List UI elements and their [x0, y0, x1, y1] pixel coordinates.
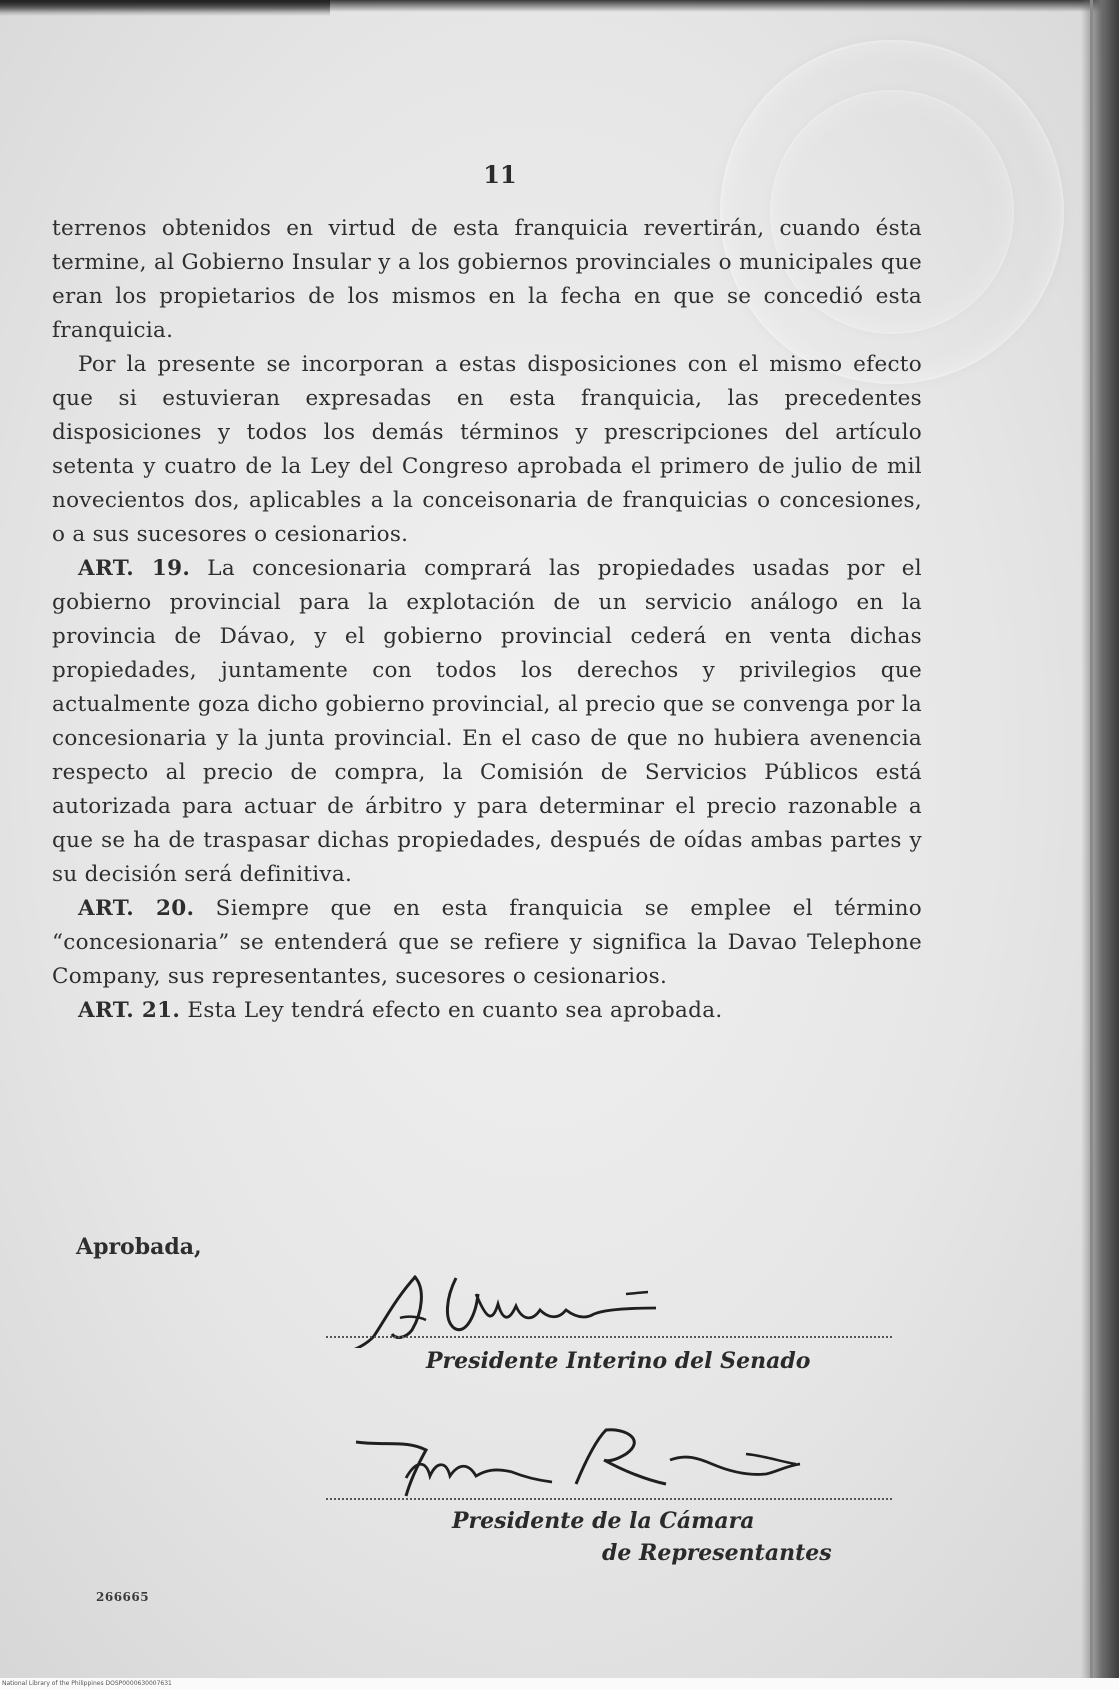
- article-21: [52, 994, 922, 1028]
- camara-president-title-line2: de Representantes: [602, 1540, 832, 1566]
- signature-block-senate: [326, 1258, 892, 1388]
- article-19: [52, 552, 922, 892]
- article-number: ART. 20.: [78, 896, 195, 921]
- page-binding-line: [1090, 0, 1093, 1690]
- paragraph: [52, 348, 922, 552]
- approved-label: Aprobada,: [76, 1234, 202, 1260]
- signature-block-camara: [326, 1420, 892, 1570]
- signature-camara: [326, 1420, 892, 1510]
- paragraph-text: Esta Ley tendrá efecto en cuanto sea aprobada.: [187, 998, 723, 1023]
- paragraph: [52, 212, 922, 348]
- article-20: [52, 892, 922, 994]
- paragraph-text: La concesionaria comprará las propiedades usadas por el gobierno provincial para la explotación de un servicio análogo en la provincia de Dávao, y el gobierno provincial cederá en venta dichas propiedades, juntamente con todos los derechos y privilegios que actualmente goza dicho gobierno provincial, al precio que se convenga por la concesionaria y la junta provincial. En el caso de que no hubiera avenencia respecto al precio de compra, la Comisión de Servicios Públicos está autorizada para actuar de árbitro y para determinar el precio razonable a que se ha de traspasar dichas propiedades, después de oídas ambas partes y su decisión será definitiva.: [52, 556, 922, 887]
- print-code-mark: 266665: [96, 1590, 150, 1604]
- paragraph-text: Por la presente se incorporan a estas disposiciones con el mismo efecto que si estuvieran expresadas en esta franquicia, las precedentes disposiciones y todos los demás términos y prescripciones del artículo setenta y cuatro de la Ley del Congreso aprobada el primero de julio de mil novecientos dos, aplicables a la conceisonaria de franquicias o concesiones, o a sus sucesores o cesionarios.: [52, 352, 922, 547]
- page-top-edge-shadow: [0, 0, 330, 16]
- signature-line: [326, 1336, 892, 1338]
- paragraph-text: terrenos obtenidos en virtud de esta franquicia revertirán, cuando ésta termine, al Gobierno Insular y a los gobiernos provinciales o municipales que eran los propietarios de los mismos en la fecha en que se concedió esta franquicia.: [52, 216, 922, 343]
- signature-senate: [326, 1258, 892, 1348]
- body-text: [52, 212, 922, 1028]
- article-number: ART. 19.: [78, 556, 191, 581]
- article-number: ART. 21.: [78, 998, 181, 1023]
- paragraph-text: Siempre que en esta franquicia se emplee el término “concesionaria” se entenderá que se refiere y significa la Davao Telephone Company, sus representantes, sucesores o cesionarios.: [52, 896, 922, 989]
- senate-president-title: Presidente Interino del Senado: [426, 1348, 811, 1374]
- camara-president-title-line1: Presidente de la Cámara: [452, 1508, 755, 1534]
- signature-line: [326, 1498, 892, 1500]
- archive-footer: National Library of the Philippines DOSP0000630007631: [2, 1680, 172, 1687]
- page-right-edge: [1081, 0, 1119, 1690]
- page-number: 11: [483, 160, 517, 189]
